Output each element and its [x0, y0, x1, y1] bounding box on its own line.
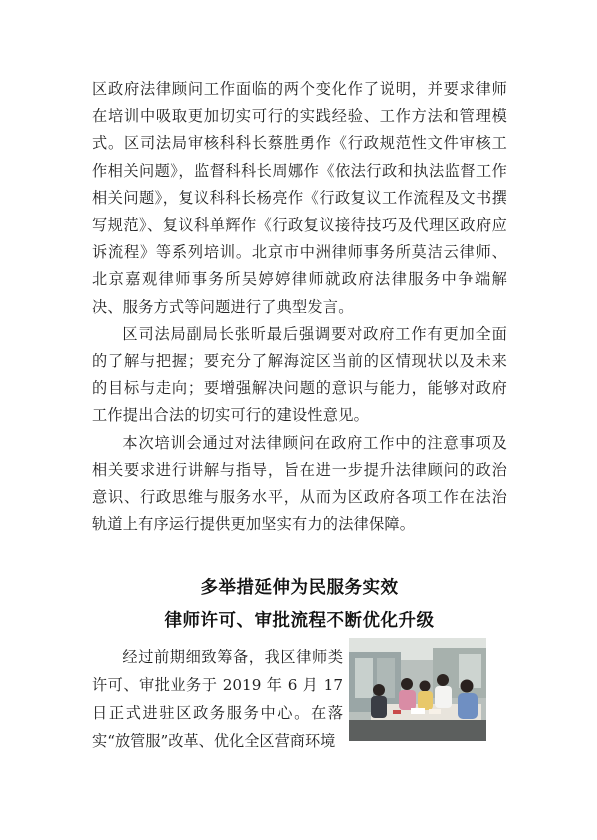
article-paragraph-1: 区政府法律顾问工作面临的两个变化作了说明，并要求律师在培训中吸取更加切实可行的实践经验、工作方法和管理模式。区司法局审核科科长蔡胜勇作《行政规范性文件审核工作相关问题》，监督科科长周娜作《依法行政和执法监督工作相关问题》，复议科科长杨亮作《行政复议工作流程及文书撰写规范》、复议科单辉作《行政复议接待技巧及代理区政府应诉流程》等系列培训。北京市中洲律师事务所莫洁云律师、北京嘉观律师事务所吴婷婷律师就政府法律服务中争端解决、服务方式等问题进行了典型发言。	[92, 80, 507, 316]
article-paragraph-2: 区司法局副局长张昕最后强调要对政府工作有更加全面的了解与把握；要充分了解海淀区当前的区情现状以及未来的目标与走向；要增强解决问题的意识与能力，能够对政府工作提出合法的切实可行的建设性意见。	[92, 324, 507, 425]
article-paragraph-3: 本次培训会通过对法律顾问在政府工作中的注意事项及相关要求进行讲解与指导，旨在进一步提升法律顾问的政治意识、行政思维与服务水平，从而为区政府各项工作在法治轨道上有序运行提供更加坚实有力的法律保障。	[92, 433, 507, 534]
section-title-line-2: 律师许可、审批流程不断优化升级	[164, 611, 435, 631]
section-title-line-1: 多举措延伸为民服务实效	[200, 578, 399, 598]
office-service-photo	[349, 638, 486, 741]
section-intro-paragraph: 经过前期细致筹备，我区律师类许可、审批业务于 2019 年 6 月 17 日正式进驻区政务服务中心。在落实“放管服”改革、优化全区营商环境	[92, 648, 343, 750]
article-body	[92, 76, 507, 538]
